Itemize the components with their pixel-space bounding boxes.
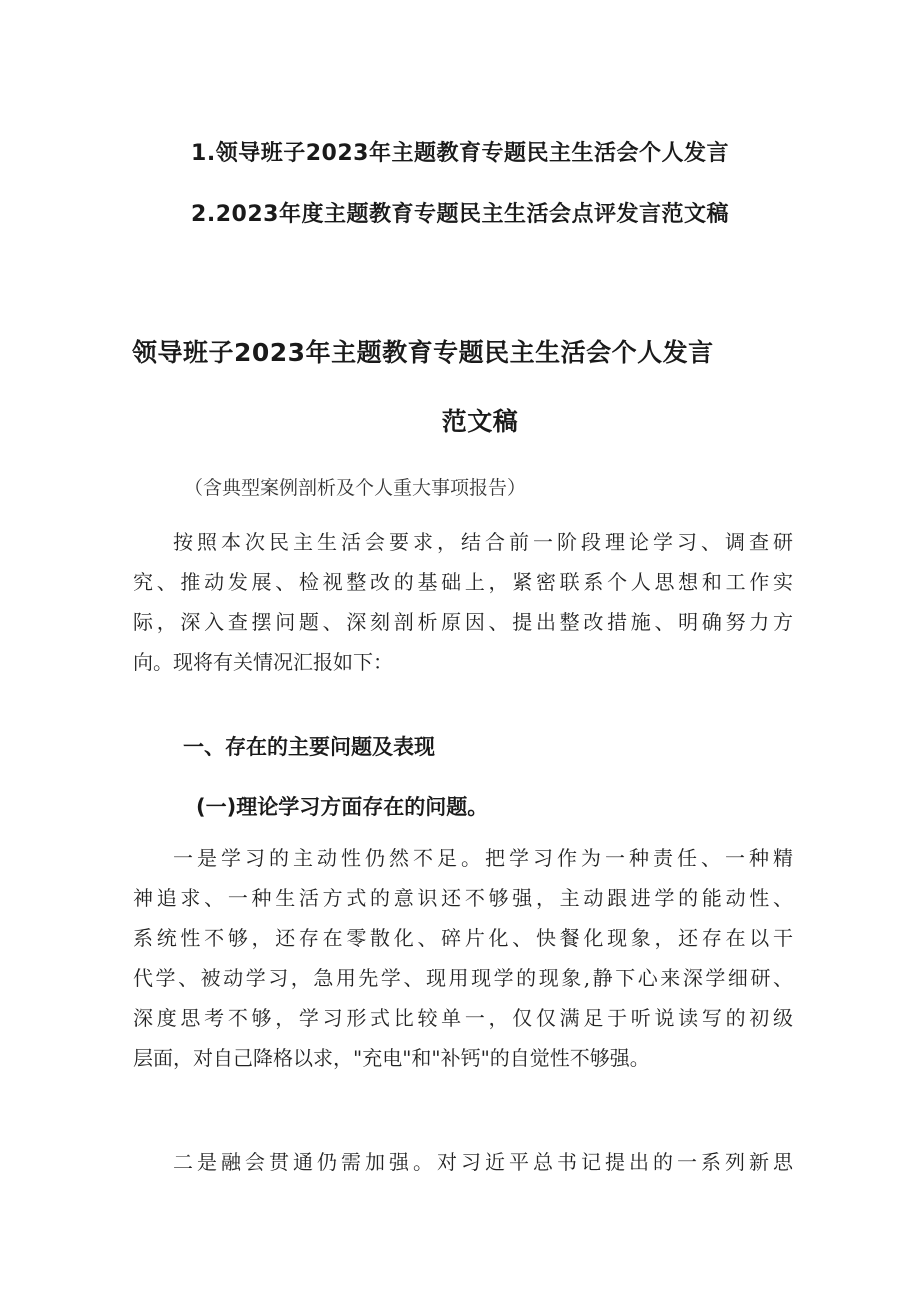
body-paragraph-1 <box>133 838 793 1078</box>
paragraph-line: 按照本次民主生活会要求，结合前一阶段理论学习、调查研 <box>173 530 793 554</box>
paragraph-line: 一是学习的主动性仍然不足。把学习作为一种责任、一种精 <box>173 846 793 870</box>
subsection-heading: (一)理论学习方面存在的问题。 <box>196 795 489 819</box>
paragraph-line: 系统性不够，还存在零散化、碎片化、快餐化现象，还存在以干 <box>133 926 793 950</box>
paragraph-line: 层面，对自己降格以求，"充电"和"补钙"的自觉性不够强。 <box>133 1046 650 1070</box>
toc-item-2: 2.2023年度主题教育专题民主生活会点评发言范文稿 <box>191 202 729 227</box>
paragraph-line: 神追求、一种生活方式的意识还不够强，主动跟进学的能动性、 <box>133 886 793 910</box>
article-title-line1: 领导班子2023年主题教育专题民主生活会个人发言 <box>132 338 714 367</box>
paragraph-line: 际，深入查摆问题、深刻剖析原因、提出整改措施、明确努力方 <box>133 610 793 634</box>
toc-item-1: 1.领导班子2023年主题教育专题民主生活会个人发言 <box>191 141 729 166</box>
intro-paragraph <box>133 522 793 682</box>
paragraph-line: 代学、被动学习，急用先学、现用现学的现象,静下心来深学细研、 <box>133 966 793 990</box>
section-heading: 一、存在的主要问题及表现 <box>183 735 435 759</box>
paragraph-line: 二是融会贯通仍需加强。对习近平总书记提出的一系列新思 <box>173 1150 793 1174</box>
paragraph-line: 深度思考不够，学习形式比较单一，仅仅满足于听说读写的初级 <box>133 1006 793 1030</box>
body-paragraph-2 <box>133 1142 793 1182</box>
paragraph-line: 究、推动发展、检视整改的基础上，紧密联系个人思想和工作实 <box>133 570 793 594</box>
article-subtitle: （含典型案例剖析及个人重大事项报告） <box>184 477 527 499</box>
article-title-line2: 范文稿 <box>441 407 519 436</box>
paragraph-line: 向。现将有关情况汇报如下： <box>133 650 393 674</box>
